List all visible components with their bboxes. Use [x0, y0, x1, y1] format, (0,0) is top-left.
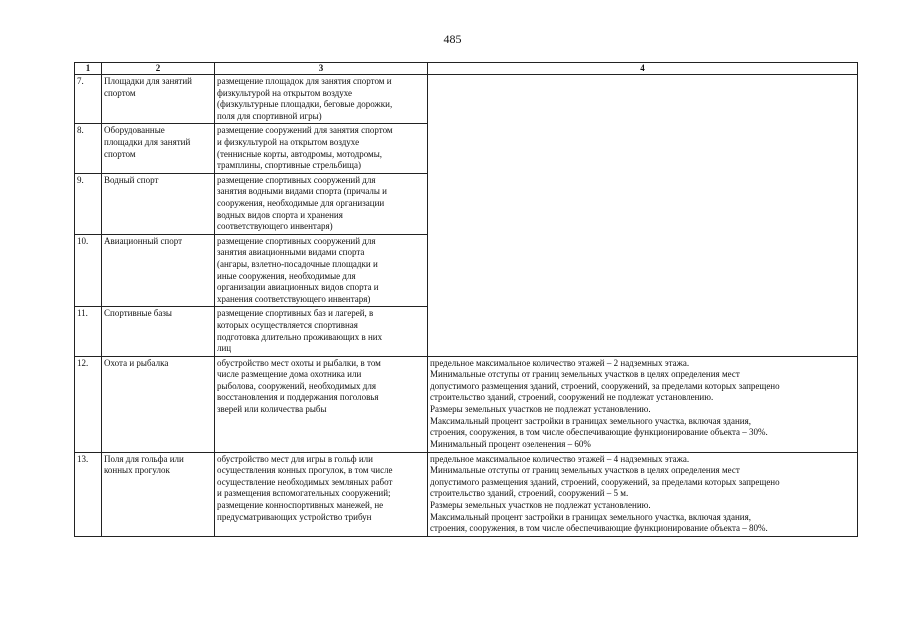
zoning-table [74, 62, 858, 537]
page-number: 485 [443, 32, 462, 46]
use-type-name: Спортивные базы [102, 307, 215, 356]
use-type-name: Площадки для занятий спортом [102, 75, 215, 124]
use-type-name: Водный спорт [102, 173, 215, 234]
use-type-name: Охота и рыбалка [102, 356, 215, 452]
use-description: размещение сооружений для занятия спортом и физкультурой на открытом воздухе (теннисные корты, автодромы, мотодромы, трамплины, спортивные стрельбища) [215, 124, 428, 173]
table-row [75, 356, 858, 452]
column-header: 4 [428, 63, 858, 75]
table-row [75, 75, 858, 124]
table-header-row [75, 63, 858, 75]
row-number: 8. [75, 124, 102, 173]
column-header: 3 [215, 63, 428, 75]
construction-parameters: предельное максимальное количество этажей – 2 надземных этажа. Минимальные отступы от границ земельных участков в целях определения мест допустимого размещения зданий, строений, сооружений, за пределами которых запрещено строительство зданий, строений, сооружений не подлежат установлению. Размеры земельных участков не подлежат установлению. Максимальный процент застройки в границах земельного участка, включая здания, строения, сооружения, в том числе обеспечивающие функционирование объекта – 30%. Минимальный процент озеленения – 60% [428, 356, 858, 452]
row-number: 11. [75, 307, 102, 356]
row-number: 7. [75, 75, 102, 124]
use-description: размещение площадок для занятия спортом и физкультурой на открытом воздухе (физкультурные площадки, беговые дорожки, поля для спортивной игры) [215, 75, 428, 124]
construction-parameters: предельное максимальное количество этажей – 4 надземных этажа. Минимальные отступы от границ земельных участков в целях определения мест допустимого размещения зданий, строений, сооружений, за пределами которых запрещено строительство зданий, строений, сооружений – 5 м. Размеры земельных участков не подлежат установлению. Максимальный процент застройки в границах земельного участка, включая здания, строения, сооружения, в том числе обеспечивающие функционирование объекта – 80%. [428, 452, 858, 536]
use-description: обустройство мест для игры в гольф или осуществления конных прогулок, в том числе осуществление необходимых земляных работ и размещения вспомогательных сооружений; размещение конноспортивных манежей, не предусматривающих устройство трибун [215, 452, 428, 536]
use-description: размещение спортивных сооружений для занятия водными видами спорта (причалы и сооружения, необходимые для организации водных видов спорта и хранения соответствующего инвентаря) [215, 173, 428, 234]
column-header: 2 [102, 63, 215, 75]
use-description: обустройство мест охоты и рыбалки, в том числе размещение дома охотника или рыболова, сооружений, необходимых для восстановления и поддержания поголовья зверей или количества рыбы [215, 356, 428, 452]
row-number: 10. [75, 234, 102, 307]
table-row [75, 452, 858, 536]
row-number: 9. [75, 173, 102, 234]
use-type-name: Оборудованные площадки для занятий спортом [102, 124, 215, 173]
column-header: 1 [75, 63, 102, 75]
use-description: размещение спортивных баз и лагерей, в которых осуществляется спортивная подготовка длительно проживающих в них лиц [215, 307, 428, 356]
use-type-name: Авиационный спорт [102, 234, 215, 307]
use-type-name: Поля для гольфа или конных прогулок [102, 452, 215, 536]
parameters-cell-empty [428, 75, 858, 357]
use-description: размещение спортивных сооружений для занятия авиационными видами спорта (ангары, взлетно-посадочные площадки и иные сооружения, необходимые для организации авиационных видов спорта и хранения соответствующего инвентаря) [215, 234, 428, 307]
row-number: 12. [75, 356, 102, 452]
row-number: 13. [75, 452, 102, 536]
